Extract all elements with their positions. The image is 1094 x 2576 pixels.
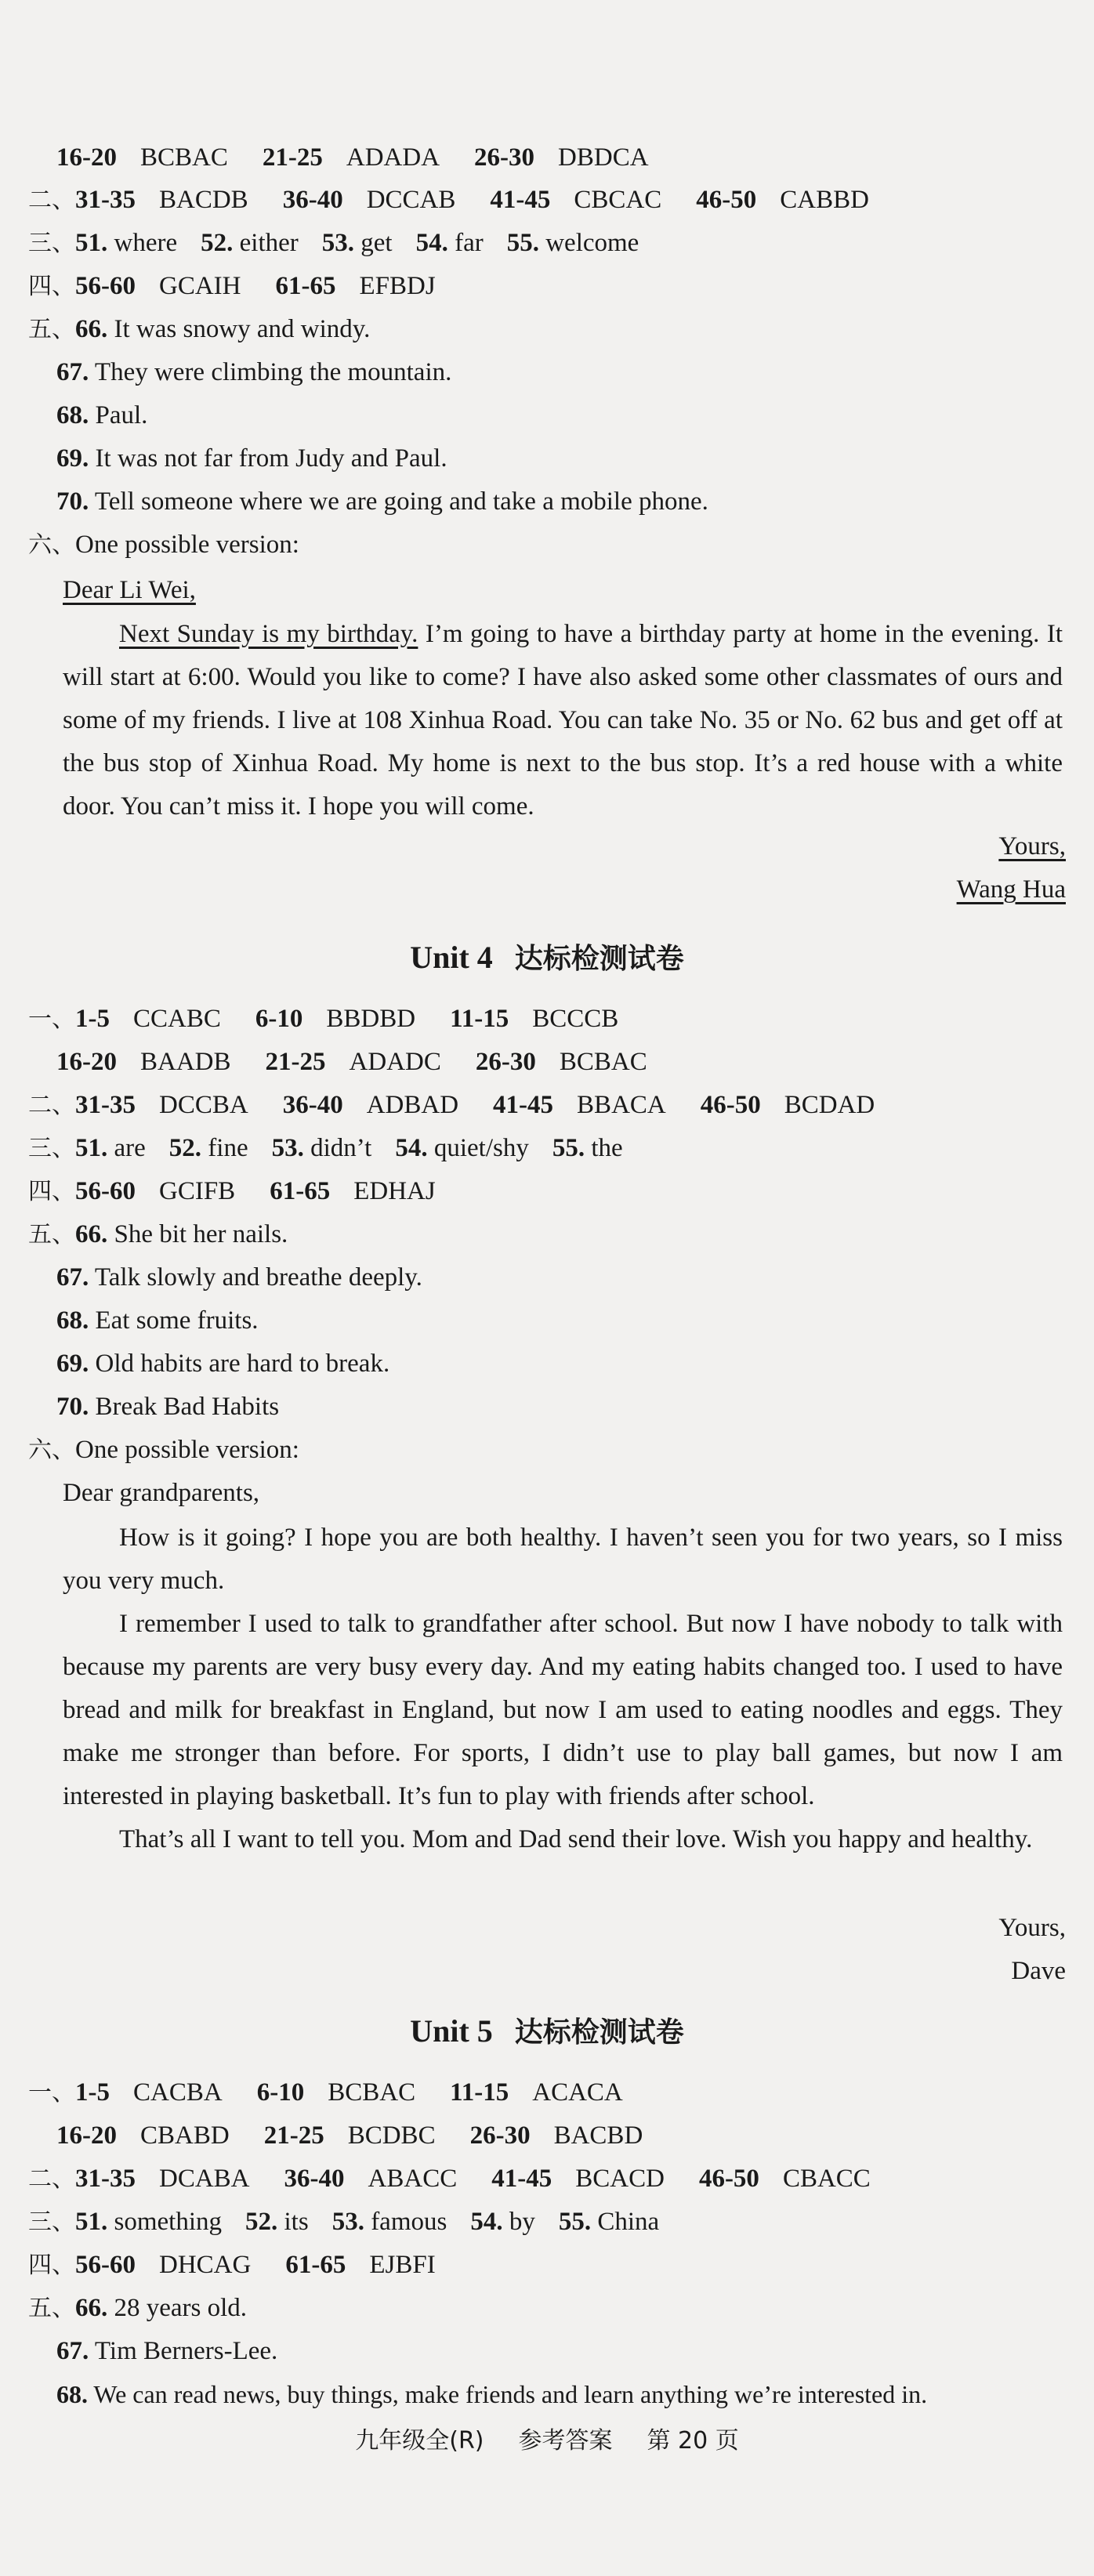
- section-prefix: 一、: [28, 1005, 75, 1033]
- section-prefix: 五、: [28, 1221, 75, 1248]
- question-number: 53.: [331, 2208, 364, 2236]
- answer-key: BCDBC: [347, 2121, 436, 2150]
- answer-text: Paul.: [95, 401, 148, 429]
- u4-answer-row-16-30: [56, 1046, 647, 1078]
- u5-q67: [56, 2335, 277, 2367]
- answer-text: Talk slowly and breathe deeply.: [94, 1263, 422, 1292]
- u5-answer-row-56-65: [28, 2249, 436, 2281]
- question-number: 52.: [168, 1134, 202, 1162]
- u3-q67: [56, 357, 451, 388]
- answer-text: Break Bad Habits: [95, 1393, 280, 1421]
- answer-key: BCDAD: [784, 1091, 875, 1119]
- range-label: 46-50: [698, 2165, 759, 2193]
- range-label: 56-60: [75, 272, 136, 300]
- answer-key: EFBDJ: [359, 272, 436, 300]
- answer-key: GCIFB: [159, 1177, 236, 1205]
- u3-answer-row-51-55: [28, 227, 639, 259]
- answer-word: where: [114, 229, 178, 257]
- answer-key: BCBAC: [559, 1048, 647, 1076]
- answer-word: fine: [208, 1134, 248, 1162]
- u4-answer-row-1-15: [28, 1003, 618, 1035]
- question-number: 66.: [75, 1220, 108, 1248]
- answer-key: CCABC: [133, 1005, 221, 1033]
- u5-answer-row-16-30: [56, 2120, 643, 2151]
- u3-letter-body: [63, 613, 1063, 828]
- footer-grade: 九年级全(R): [355, 2427, 484, 2455]
- answer-word: are: [114, 1134, 146, 1162]
- range-label: 16-20: [56, 143, 117, 172]
- answer-key: CBABD: [140, 2121, 230, 2150]
- answer-text: Old habits are hard to break.: [95, 1350, 390, 1378]
- u3-answer-row-56-65: [28, 270, 436, 303]
- page-footer: [0, 2426, 1094, 2457]
- answer-text: Tell someone where we are going and take a mobile phone.: [94, 487, 708, 516]
- u3-q66: [28, 313, 370, 346]
- answer-key: DCCAB: [366, 186, 456, 214]
- range-label: 26-30: [474, 143, 535, 172]
- answer-key: BBACA: [577, 1091, 666, 1119]
- question-number: 53.: [321, 229, 354, 257]
- question-number: 51.: [75, 2208, 108, 2236]
- section-prefix: 六、: [28, 531, 75, 559]
- u3-q69: [56, 443, 447, 474]
- answer-text: We can read news, buy things, make friends and learn anything we’re interested in.: [93, 2380, 928, 2408]
- section-prefix: 一、: [28, 2079, 75, 2107]
- question-number: 55.: [552, 1134, 585, 1162]
- section-prefix: 四、: [28, 2252, 75, 2279]
- answer-key: GCAIH: [159, 272, 241, 300]
- u4-letter-para2: I remember I used to talk to grandfather after school. But now I have nobody to talk with because my parents are very busy every day. And my eating habits changed too. I used to have bread and milk for breakfast in England, but now I am used to eating noodles and eggs. They make me stronger than before. For sports, I didn’t use to play ball games, but now I am interested in playing basketball. It’s fun to play with friends after school.: [63, 1610, 1063, 1810]
- range-label: 36-40: [282, 186, 343, 214]
- u3-writing-label: [28, 529, 299, 561]
- section-prefix: 四、: [28, 273, 75, 300]
- u4-writing-label: [28, 1434, 299, 1466]
- question-number: 67.: [56, 2337, 89, 2365]
- question-number: 70.: [56, 1393, 89, 1421]
- answer-text: She bit her nails.: [114, 1220, 288, 1248]
- section-prefix: 四、: [28, 1178, 75, 1205]
- section-prefix: 六、: [28, 1437, 75, 1464]
- question-number: 68.: [56, 1306, 89, 1335]
- u3-q68: [56, 400, 147, 431]
- u5-answer-row-51-55: [28, 2206, 659, 2238]
- range-label: 36-40: [284, 2165, 345, 2193]
- unit-test-title: 达标检测试卷: [514, 2016, 684, 2049]
- question-number: 69.: [56, 1350, 89, 1378]
- range-label: 31-35: [75, 186, 136, 214]
- answer-word: quiet/shy: [433, 1134, 529, 1162]
- u4-letter-para3: That’s all I want to tell you. Mom and Dad send their love. Wish you happy and healthy.: [119, 1825, 1033, 1853]
- range-label: 11-15: [450, 1005, 509, 1033]
- answer-text: 28 years old.: [114, 2294, 248, 2322]
- answer-key: DCABA: [159, 2165, 250, 2193]
- range-label: 31-35: [75, 1091, 136, 1119]
- range-label: 56-60: [75, 2251, 136, 2279]
- u4-q70: [56, 1391, 279, 1422]
- question-number: 67.: [56, 1263, 89, 1292]
- range-label: 41-45: [491, 2165, 552, 2193]
- range-label: 21-25: [263, 2121, 324, 2150]
- unit-number: Unit 4: [410, 940, 493, 975]
- answer-text: It was not far from Judy and Paul.: [95, 444, 447, 473]
- answer-word: China: [597, 2208, 660, 2236]
- question-number: 68.: [56, 2380, 88, 2408]
- answer-key: CBCAC: [574, 186, 662, 214]
- u4-answer-row-51-55: [28, 1132, 623, 1165]
- range-label: 1-5: [75, 2078, 110, 2107]
- answer-word: the: [591, 1134, 623, 1162]
- u3-letter-greeting: Dear Li Wei,: [63, 576, 196, 604]
- answer-key: CACBA: [133, 2078, 223, 2107]
- question-number: 52.: [245, 2208, 278, 2236]
- question-number: 68.: [56, 401, 89, 429]
- answer-key: DCCBA: [159, 1091, 248, 1119]
- u3-answer-row-16-30: [56, 142, 649, 173]
- u4-answer-row-56-65: [28, 1176, 436, 1208]
- answer-key: EJBFI: [369, 2251, 436, 2279]
- u3-letter-signature: Wang Hua: [956, 875, 1066, 904]
- range-label: 16-20: [56, 2121, 117, 2150]
- unit4-title: [0, 937, 1094, 976]
- section-prefix: 二、: [28, 187, 75, 214]
- question-number: 70.: [56, 487, 89, 516]
- answer-key: BAADB: [140, 1048, 231, 1076]
- question-number: 54.: [415, 229, 448, 257]
- underlined-sentence: Next Sunday is my birthday.: [119, 620, 418, 648]
- question-number: 55.: [506, 229, 539, 257]
- range-label: 61-65: [270, 1177, 331, 1205]
- answer-key: ADADC: [349, 1048, 441, 1076]
- u5-answer-row-1-15: [28, 2077, 623, 2109]
- answer-key: DBDCA: [558, 143, 649, 172]
- section-prefix: 三、: [28, 230, 75, 257]
- u4-letter-para1: How is it going? I hope you are both healthy. I haven’t seen you for two years, so I miss you very much.: [63, 1523, 1063, 1595]
- answer-key: ADADA: [346, 143, 440, 172]
- answer-key: BCCCB: [532, 1005, 619, 1033]
- answer-word: either: [239, 229, 299, 257]
- question-number: 66.: [75, 2294, 108, 2322]
- unit5-title: [0, 2010, 1094, 2050]
- answer-key: BCBAC: [328, 2078, 416, 2107]
- section-prefix: 三、: [28, 1135, 75, 1162]
- range-label: 46-50: [696, 186, 757, 214]
- answer-text: Tim Berners-Lee.: [94, 2337, 278, 2365]
- unit-number: Unit 5: [410, 2013, 493, 2049]
- section-prefix: 二、: [28, 1092, 75, 1119]
- range-label: 56-60: [75, 1177, 136, 1205]
- section-prefix: 五、: [28, 2295, 75, 2322]
- question-number: 52.: [201, 229, 234, 257]
- answer-key: ABACC: [368, 2165, 458, 2193]
- question-number: 66.: [75, 315, 108, 343]
- answer-key: ADBAD: [366, 1091, 459, 1119]
- section-label: One possible version:: [75, 531, 299, 559]
- answer-key: BACBD: [553, 2121, 643, 2150]
- section-prefix: 五、: [28, 316, 75, 343]
- answer-key: BACDB: [159, 186, 248, 214]
- answer-key: BCACD: [575, 2165, 665, 2193]
- question-number: 54.: [395, 1134, 428, 1162]
- u4-q66: [28, 1219, 288, 1251]
- u3-q70: [56, 486, 708, 517]
- range-label: 21-25: [262, 143, 323, 172]
- answer-key: BCBAC: [140, 143, 228, 172]
- question-number: 53.: [271, 1134, 304, 1162]
- range-label: 61-65: [285, 2251, 346, 2279]
- answer-key: EDHAJ: [353, 1177, 436, 1205]
- answer-key: ACACA: [532, 2078, 623, 2107]
- answer-word: welcome: [545, 229, 639, 257]
- answer-word: get: [360, 229, 393, 257]
- answer-key: BBDBD: [326, 1005, 416, 1033]
- range-label: 61-65: [275, 272, 336, 300]
- answer-text: It was snowy and windy.: [114, 315, 371, 343]
- section-label: One possible version:: [75, 1436, 299, 1464]
- u5-q66: [28, 2292, 247, 2324]
- u4-q68: [56, 1305, 259, 1336]
- range-label: 21-25: [265, 1048, 326, 1076]
- answer-key: CBACC: [782, 2165, 871, 2193]
- question-number: 54.: [470, 2208, 503, 2236]
- range-label: 11-15: [450, 2078, 509, 2107]
- question-number: 55.: [558, 2208, 592, 2236]
- range-label: 26-30: [475, 1048, 536, 1076]
- answer-word: its: [284, 2208, 309, 2236]
- range-label: 26-30: [469, 2121, 531, 2150]
- range-label: 46-50: [700, 1091, 761, 1119]
- answer-word: didn’t: [310, 1134, 372, 1162]
- answer-key: DHCAG: [159, 2251, 252, 2279]
- range-label: 6-10: [256, 2078, 305, 2107]
- u4-letter-greeting: Dear grandparents,: [63, 1479, 260, 1507]
- unit-test-title: 达标检测试卷: [514, 943, 684, 975]
- u3-answer-row-31-50: [28, 184, 869, 216]
- answer-key: CABBD: [780, 186, 869, 214]
- u5-answer-row-31-50: [28, 2163, 871, 2195]
- u4-answer-row-31-50: [28, 1089, 875, 1121]
- u4-letter-signature: Dave: [1011, 1957, 1066, 1985]
- page-number: 第 20 页: [647, 2427, 739, 2455]
- u5-q68: [56, 2379, 927, 2410]
- question-number: 69.: [56, 444, 89, 473]
- answer-word: far: [455, 229, 484, 257]
- section-prefix: 三、: [28, 2208, 75, 2236]
- question-number: 51.: [75, 229, 108, 257]
- u4-q69: [56, 1348, 389, 1379]
- range-label: 41-45: [490, 186, 551, 214]
- u3-letter-closing: Yours,: [998, 832, 1066, 860]
- question-number: 51.: [75, 1134, 108, 1162]
- footer-label: 参考答案: [518, 2427, 613, 2455]
- range-label: 41-45: [493, 1091, 554, 1119]
- answer-word: something: [114, 2208, 222, 2236]
- range-label: 36-40: [282, 1091, 343, 1119]
- answer-text: Eat some fruits.: [95, 1306, 259, 1335]
- range-label: 6-10: [255, 1005, 303, 1033]
- letter-text: I’m going to have a birthday party at home in the evening. It will start at 6:00. Would you like to come? I have also asked some other classmates of ours and some of my friends. I live at 108 Xinhua Road. You can take No. 35 or No. 62 bus and get off at the bus stop of Xinhua Road. My home is next to the bus stop. It’s a red house with a white door. You can’t miss it. I hope you will come.: [63, 620, 1063, 821]
- answer-word: famous: [371, 2208, 447, 2236]
- u4-q67: [56, 1262, 422, 1293]
- question-number: 67.: [56, 358, 89, 386]
- answer-word: by: [509, 2208, 535, 2236]
- range-label: 16-20: [56, 1048, 117, 1076]
- range-label: 31-35: [75, 2165, 136, 2193]
- range-label: 1-5: [75, 1005, 110, 1033]
- section-prefix: 二、: [28, 2165, 75, 2193]
- answer-text: They were climbing the mountain.: [94, 358, 452, 386]
- u4-letter-closing: Yours,: [998, 1914, 1066, 1942]
